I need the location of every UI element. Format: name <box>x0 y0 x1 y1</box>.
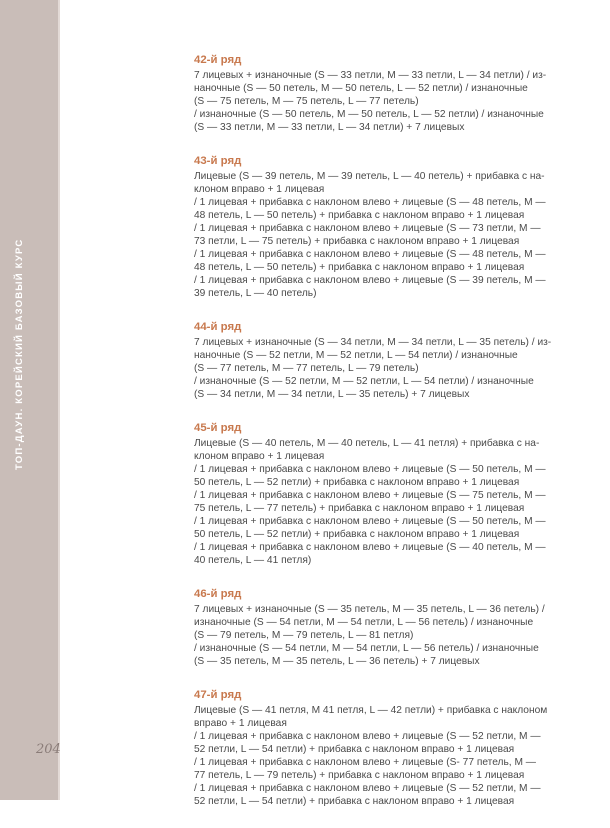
instruction-line: 50 петель, L — 52 петли) + прибавка с наклоном вправо + 1 лицевая <box>194 529 520 540</box>
instruction-line: Лицевые (S — 39 петель, M — 39 петель, L — 40 петель) + прибавка с на- <box>194 171 545 182</box>
side-band-edge <box>58 0 60 800</box>
instruction-line: наночные (S — 52 петли, M — 52 петли, L — 54 петли) / изнаночные <box>194 350 518 361</box>
row-title: 44-й ряд <box>194 321 242 333</box>
instruction-line: / изнаночные (S — 50 петель, M — 50 петель, L — 52 петли) / изнаночные <box>194 109 544 120</box>
instruction-line: / 1 лицевая + прибавка с наклоном влево + лицевые (S — 52 петли, M — <box>194 783 541 794</box>
row-title: 42-й ряд <box>194 54 242 66</box>
instruction-line: (S — 77 петель, M — 77 петель, L — 79 петель) <box>194 363 419 374</box>
instruction-line: / 1 лицевая + прибавка с наклоном влево + лицевые (S — 48 петель, M — <box>194 197 546 208</box>
instruction-line: / 1 лицевая + прибавка с наклоном влево + лицевые (S — 52 петли, M — <box>194 731 541 742</box>
row-title: 47-й ряд <box>194 689 242 701</box>
row-block <box>194 587 545 668</box>
page-content <box>194 53 552 828</box>
instruction-line: / изнаночные (S — 54 петли, M — 54 петли, L — 56 петель) / изнаночные <box>194 643 539 654</box>
instruction-line: 40 петель, L — 41 петля) <box>194 555 312 566</box>
instruction-line: / 1 лицевая + прибавка с наклоном влево + лицевые (S — 75 петель, M — <box>194 490 546 501</box>
instruction-line: / 1 лицевая + прибавка с наклоном влево + лицевые (S- 77 петель, M — <box>194 757 536 768</box>
instruction-line: клоном вправо + 1 лицевая <box>194 451 325 462</box>
instruction-line: / 1 лицевая + прибавка с наклоном влево + лицевые (S — 50 петель, M — <box>194 464 546 475</box>
instruction-line: 39 петель, L — 40 петель) <box>194 288 317 299</box>
instruction-line: / 1 лицевая + прибавка с наклоном влево + лицевые (S — 39 петель, M — <box>194 275 546 286</box>
instruction-line: (S — 34 петли, M — 34 петли, L — 35 петель) + 7 лицевых <box>194 389 470 400</box>
instruction-line: (S — 75 петель, M — 75 петель, L — 77 петель) <box>194 96 419 107</box>
instruction-line: 7 лицевых + изнаночные (S — 33 петли, M — 33 петли, L — 34 петли) / из- <box>194 70 547 81</box>
instruction-line: (S — 33 петли, M — 33 петли, L — 34 петли) + 7 лицевых <box>194 122 465 133</box>
page-number: 204 <box>36 742 61 757</box>
instruction-line: наночные (S — 50 петель, M — 50 петель, L — 52 петли) / изнаночные <box>194 83 528 94</box>
instruction-line: 77 петель, L — 79 петель) + прибавка с наклоном вправо + 1 лицевая <box>194 770 525 781</box>
instruction-line: 7 лицевых + изнаночные (S — 35 петель, M — 35 петель, L — 36 петель) / <box>194 604 545 615</box>
row-block <box>194 154 546 300</box>
instruction-line: / 1 лицевая + прибавка с наклоном влево + лицевые (S — 40 петель, M — <box>194 542 546 553</box>
instruction-line: 50 петель, L — 52 петли) + прибавка с наклоном вправо + 1 лицевая <box>194 477 520 488</box>
instruction-line: 52 петли, L — 54 петли) + прибавка с наклоном вправо + 1 лицевая <box>194 796 515 807</box>
row-block <box>194 688 548 808</box>
instruction-line: 73 петли, L — 75 петель) + прибавка с наклоном вправо + 1 лицевая <box>194 236 520 247</box>
row-title: 43-й ряд <box>194 155 242 167</box>
instruction-line: / изнаночные (S — 52 петли, M — 52 петли, L — 54 петли) / изнаночные <box>194 376 534 387</box>
running-head: ТОП-ДАУН. КОРЕЙСКИЙ БАЗОВЫЙ КУРС <box>14 238 25 470</box>
instruction-line: 48 петель, L — 50 петель) + прибавка с наклоном вправо + 1 лицевая <box>194 210 525 221</box>
instruction-line: (S — 79 петель, M — 79 петель, L — 81 петля) <box>194 630 414 641</box>
instruction-line: (S — 35 петель, M — 35 петель, L — 36 петель) + 7 лицевых <box>194 656 480 667</box>
instruction-line: 75 петель, L — 77 петель) + прибавка с наклоном вправо + 1 лицевая <box>194 503 525 514</box>
instruction-line: / 1 лицевая + прибавка с наклоном влево + лицевые (S — 48 петель, M — <box>194 249 546 260</box>
row-title: 46-й ряд <box>194 588 242 600</box>
row-block <box>194 421 546 567</box>
instruction-line: 52 петли, L — 54 петли) + прибавка с наклоном вправо + 1 лицевая <box>194 744 515 755</box>
instruction-line: вправо + 1 лицевая <box>194 718 287 729</box>
row-block <box>194 53 547 134</box>
instruction-line: изнаночные (S — 54 петли, M — 54 петли, L — 56 петель) / изнаночные <box>194 617 534 628</box>
instruction-line: 48 петель, L — 50 петель) + прибавка с наклоном вправо + 1 лицевая <box>194 262 525 273</box>
row-title: 45-й ряд <box>194 422 242 434</box>
instruction-line: / 1 лицевая + прибавка с наклоном влево + лицевые (S — 50 петель, M — <box>194 516 546 527</box>
instruction-line: Лицевые (S — 41 петля, M 41 петля, L — 42 петли) + прибавка с наклоном <box>194 705 548 716</box>
instruction-line: / 1 лицевая + прибавка с наклоном влево + лицевые (S — 73 петли, M — <box>194 223 541 234</box>
row-block <box>194 320 552 401</box>
instruction-line: клоном вправо + 1 лицевая <box>194 184 325 195</box>
instruction-line: Лицевые (S — 40 петель, M — 40 петель, L — 41 петля) + прибавка с на- <box>194 438 540 449</box>
instruction-line: 7 лицевых + изнаночные (S — 34 петли, M — 34 петли, L — 35 петель) / из- <box>194 337 552 348</box>
side-band <box>0 0 58 800</box>
